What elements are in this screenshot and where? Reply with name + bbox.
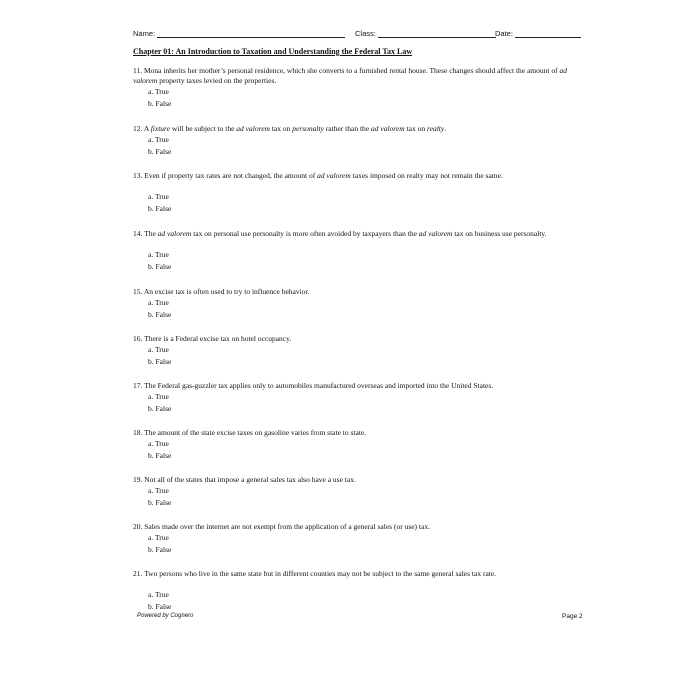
date-label: Date: [495,29,513,38]
option-false[interactable]: b. False [148,357,172,366]
question-text-part: 18. The amount of the state excise taxes on gasoline varies from state to state. [133,428,367,437]
question-text-part: 11. Mona inherits her mother’s personal residence, which she converts to a furnished rental house. These changes should affect the amount of [133,66,560,75]
option-true[interactable]: a. True [148,486,169,495]
option-false[interactable]: b. False [148,204,172,213]
question-text-part: tax on personal use personalty is more often avoided by taxpayers than the [191,229,419,238]
question-text-part: 19. Not all of the states that impose a general sales tax also have a use tax. [133,475,356,484]
italic-term: ad valorem [371,124,405,133]
option-true[interactable]: a. True [148,192,169,201]
question-text-part: 16. There is a Federal excise tax on hotel occupancy. [133,334,292,343]
name-label: Name: [133,29,156,38]
name-blank-line[interactable] [157,28,345,38]
italic-term: ad valorem [133,66,567,85]
option-true[interactable]: a. True [148,298,169,307]
option-true[interactable]: a. True [148,533,169,542]
question-text-part: . [444,124,447,133]
italic-term: fixture [150,124,171,133]
option-false[interactable]: b. False [148,451,172,460]
question-text-part: rather than the [323,124,371,133]
question-text-part: 17. The Federal gas-guzzler tax applies only to automobiles manufactured overseas and imported into the United States. [133,381,494,390]
question-text [133,229,583,239]
question-text [133,381,583,391]
chapter-title: Chapter 01: An Introduction to Taxation and Understanding the Federal Tax Law [133,47,413,56]
italic-term: ad valorem [157,229,192,238]
class-field[interactable] [355,28,496,38]
class-label: Class: [355,29,376,38]
italic-term: personalty [292,124,324,133]
powered-by-footer: Powered by Cognero [137,613,194,619]
italic-term: ad valorem [418,229,453,238]
question-text-part: 13. Even if property tax rates are not changed, the amount of [133,171,318,180]
question-text-part: 14. The [133,229,158,238]
question-text-part: tax on business use personalty. [452,229,547,238]
date-blank-line[interactable] [515,28,581,38]
option-true[interactable]: a. True [148,87,169,96]
question-text [133,522,583,532]
option-false[interactable]: b. False [148,147,172,156]
question-text [133,475,583,485]
page-number: Page 2 [562,613,583,620]
student-info-header [133,28,583,42]
option-false[interactable]: b. False [148,99,172,108]
option-true[interactable]: a. True [148,135,169,144]
italic-term: realty [426,124,445,133]
question-text [133,171,583,181]
name-field[interactable] [133,28,345,38]
option-false[interactable]: b. False [148,404,172,413]
option-true[interactable]: a. True [148,345,169,354]
option-false[interactable]: b. False [148,545,172,554]
option-true[interactable]: a. True [148,439,169,448]
question-text-part: 20. Sales made over the internet are not exempt from the application of a general sales (or use) tax. [133,522,430,531]
option-true[interactable]: a. True [148,590,169,599]
option-true[interactable]: a. True [148,250,169,259]
option-false[interactable]: b. False [148,262,172,271]
option-false[interactable]: b. False [148,498,172,507]
question-text-part: property taxes levied on the properties. [157,76,277,85]
question-text-part: will be subject to the [170,124,237,133]
option-true[interactable]: a. True [148,392,169,401]
question-text [133,334,583,344]
option-false[interactable]: b. False [148,602,172,611]
question-text [133,66,583,86]
question-text [133,124,583,134]
option-false[interactable]: b. False [148,310,172,319]
question-text-part: 15. An excise tax is often used to try to influence behavior. [133,287,310,296]
question-text [133,428,583,438]
italic-term: ad valorem [236,124,270,133]
question-text-part: tax on [404,124,427,133]
question-text-part: tax on [269,124,293,133]
class-blank-line[interactable] [378,28,496,38]
question-text [133,569,583,579]
italic-term: ad valorem [317,171,351,180]
question-text [133,287,583,297]
question-text-part: 21. Two persons who live in the same state but in different counties may not be subject to the same general sales tax rate. [133,569,497,578]
question-text-part: taxes imposed on realty may not remain the same. [350,171,503,180]
date-field[interactable] [495,28,581,38]
question-text-part: 12. A [133,124,151,133]
